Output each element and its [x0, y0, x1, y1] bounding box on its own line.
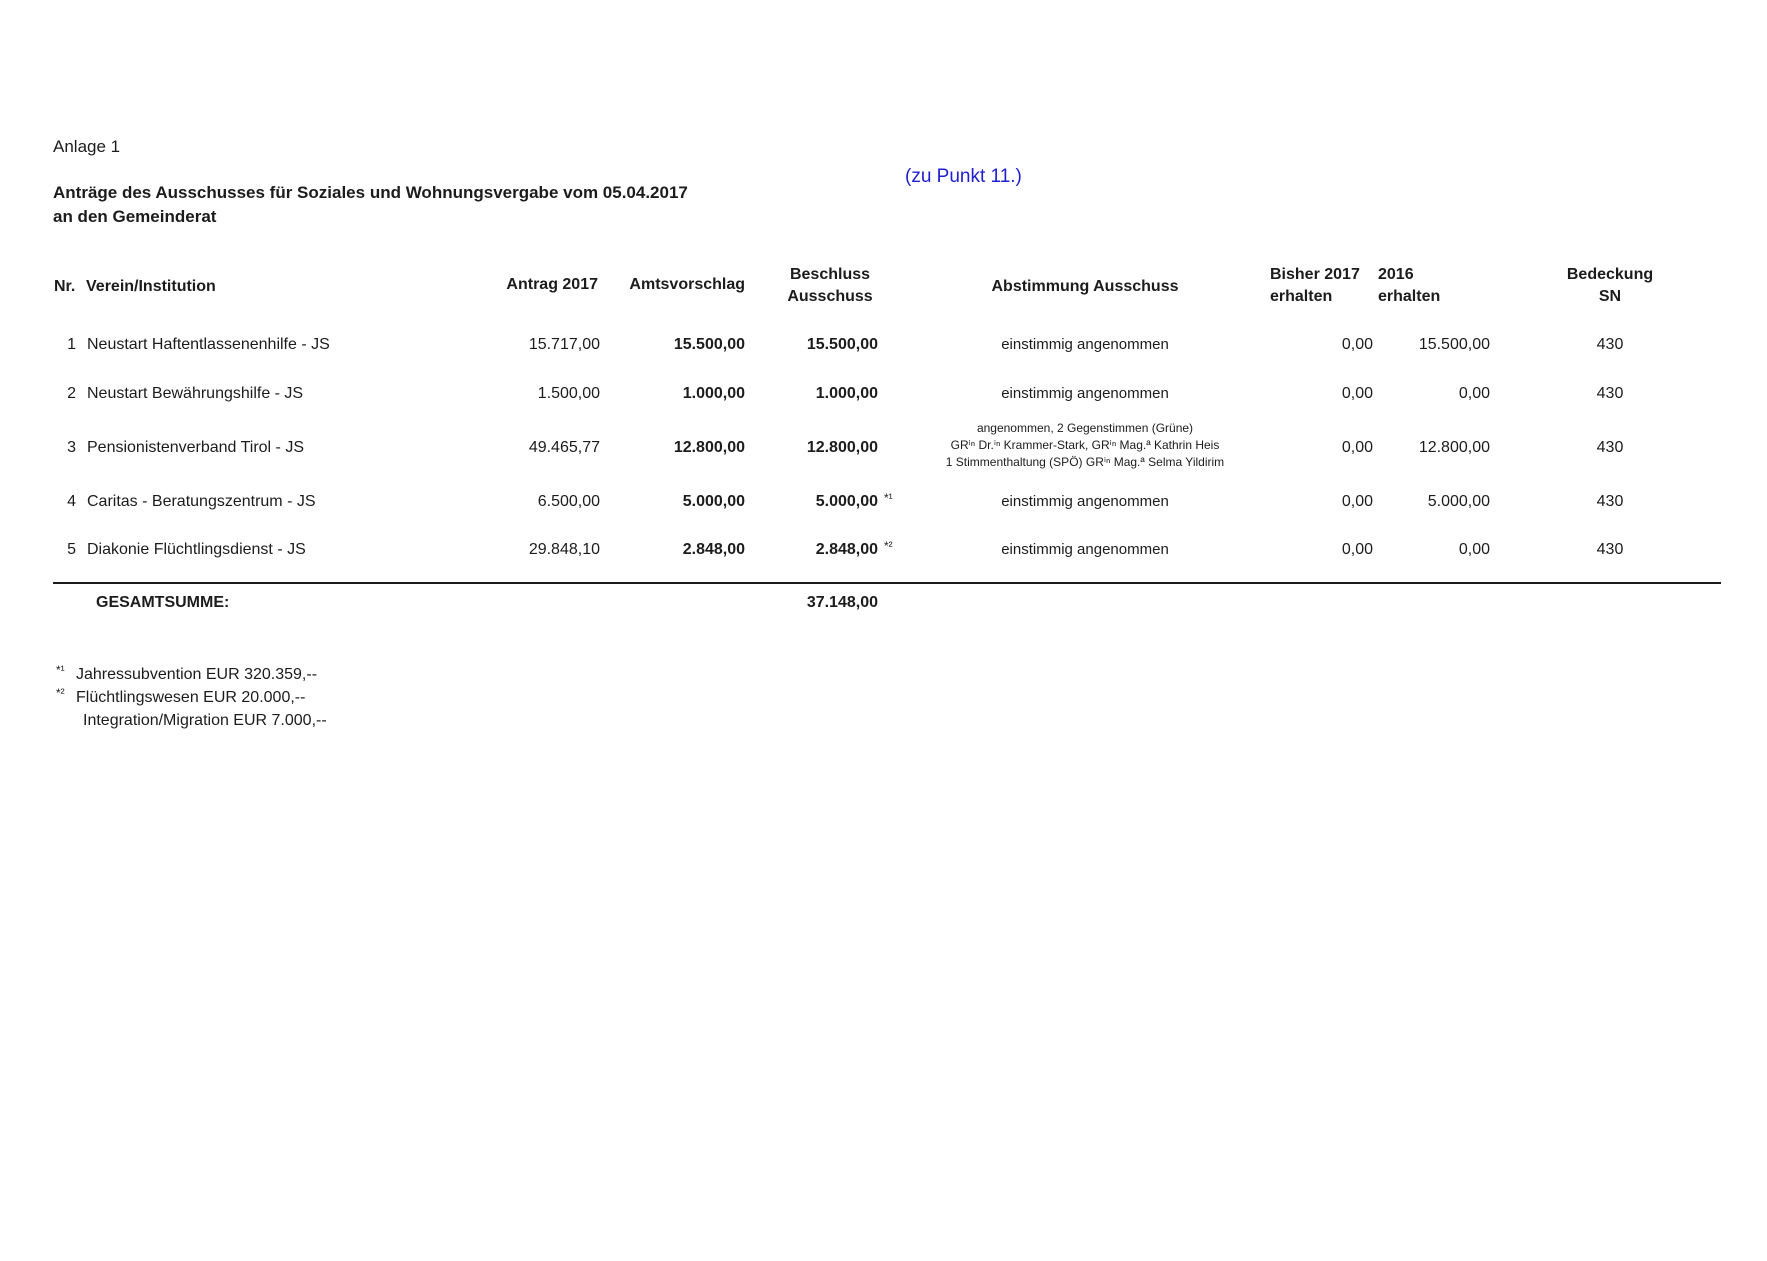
header-nr: Nr.	[54, 278, 76, 295]
row-abstimmung-detail	[900, 420, 1270, 471]
row-beschluss: 5.000,00	[815, 493, 878, 510]
row-beschluss: 12.800,00	[806, 439, 878, 456]
header-antrag: Antrag 2017	[506, 276, 598, 293]
row-antrag: 29.848,10	[528, 541, 600, 558]
header-bedeckung-line2: SN	[1598, 288, 1622, 305]
table-divider	[53, 582, 1721, 584]
header-beschluss-line2: Ausschuss	[787, 288, 873, 305]
row-bisher: 0,00	[1341, 336, 1373, 353]
row-bisher: 0,00	[1341, 493, 1373, 510]
row-amtsvorschlag: 1.000,00	[682, 385, 745, 402]
document-title: Anträge des Ausschusses für Soziales und Wohnungsvergabe vom 05.04.2017	[53, 183, 688, 202]
row-verein: Caritas - Beratungszentrum - JS	[87, 493, 316, 510]
row-antrag: 49.465,77	[528, 439, 600, 456]
footnote-2-text: Flüchtlingswesen EUR 20.000,--	[76, 689, 306, 706]
row-amtsvorschlag: 15.500,00	[673, 336, 745, 353]
header-bisher	[1270, 264, 1360, 308]
row-verein: Diakonie Flüchtlingsdienst - JS	[87, 541, 306, 558]
row-abstimmung: einstimmig angenommen	[1001, 336, 1169, 353]
annex-label: Anlage 1	[53, 137, 121, 156]
row-2016: 15.500,00	[1418, 336, 1490, 353]
footnote-2-text-continued: Integration/Migration EUR 7.000,--	[83, 712, 327, 729]
row-2016: 0,00	[1458, 385, 1490, 402]
row-abstimmung: einstimmig angenommen	[1001, 385, 1169, 402]
row-amtsvorschlag: 2.848,00	[682, 541, 745, 558]
header-beschluss	[770, 264, 890, 308]
header-abstimmung: Abstimmung Ausschuss	[991, 278, 1179, 295]
footnote-1-mark: *¹	[56, 663, 65, 677]
abstimmung-line-1: angenommen, 2 Gegenstimmen (Grüne)	[976, 421, 1194, 435]
row-bisher: 0,00	[1341, 439, 1373, 456]
header-bedeckung	[1555, 264, 1665, 308]
row-sn: 430	[1596, 385, 1624, 402]
row-antrag: 1.500,00	[537, 385, 600, 402]
row-nr: 2	[67, 385, 76, 402]
row-bisher: 0,00	[1341, 385, 1373, 402]
row-amtsvorschlag: 12.800,00	[673, 439, 745, 456]
row-abstimmung: einstimmig angenommen	[1001, 541, 1169, 558]
row-beschluss: 15.500,00	[806, 336, 878, 353]
row-2016: 5.000,00	[1427, 493, 1490, 510]
row-nr: 3	[67, 439, 76, 456]
total-label: GESAMTSUMME:	[96, 594, 230, 611]
row-verein: Neustart Bewährungshilfe - JS	[87, 385, 304, 402]
header-amtsvorschlag: Amtsvorschlag	[629, 276, 745, 293]
row-verein: Pensionistenverband Tirol - JS	[87, 439, 304, 456]
footnote-1-text: Jahressubvention EUR 320.359,--	[76, 666, 318, 683]
row-sn: 430	[1596, 493, 1624, 510]
row-antrag: 6.500,00	[537, 493, 600, 510]
abstimmung-line-3: 1 Stimmenthaltung (SPÖ) GRⁱⁿ Mag.ª Selma Yildirim	[945, 455, 1225, 469]
row-footnote-mark: *²	[884, 539, 893, 553]
row-bisher: 0,00	[1341, 541, 1373, 558]
header-bedeckung-line1: Bedeckung	[1566, 266, 1654, 283]
row-2016: 12.800,00	[1418, 439, 1490, 456]
header-2016	[1378, 264, 1440, 308]
row-antrag: 15.717,00	[528, 336, 600, 353]
agenda-reference: (zu Punkt 11.)	[905, 166, 1022, 187]
header-2016-line1: 2016	[1378, 266, 1414, 283]
row-sn: 430	[1596, 541, 1624, 558]
row-beschluss: 1.000,00	[815, 385, 878, 402]
header-beschluss-line1: Beschluss	[789, 266, 871, 283]
row-nr: 4	[67, 493, 76, 510]
row-footnote-mark: *¹	[884, 491, 893, 505]
total-value: 37.148,00	[806, 594, 878, 611]
header-2016-line2: erhalten	[1378, 288, 1441, 305]
abstimmung-line-2: GRⁱⁿ Dr.ⁱⁿ Krammer-Stark, GRⁱⁿ Mag.ª Kathrin Heis	[950, 438, 1220, 452]
document-subtitle: an den Gemeinderat	[53, 207, 217, 226]
row-verein: Neustart Haftentlassenenhilfe - JS	[87, 336, 330, 353]
row-2016: 0,00	[1458, 541, 1490, 558]
row-abstimmung: einstimmig angenommen	[1001, 493, 1169, 510]
row-sn: 430	[1596, 336, 1624, 353]
row-sn: 430	[1596, 439, 1624, 456]
row-nr: 1	[67, 336, 76, 353]
row-amtsvorschlag: 5.000,00	[682, 493, 745, 510]
row-beschluss: 2.848,00	[815, 541, 878, 558]
header-verein: Verein/Institution	[86, 278, 216, 295]
footnote-2-mark: *²	[56, 686, 65, 700]
header-bisher-line1: Bisher 2017	[1270, 266, 1360, 283]
header-bisher-line2: erhalten	[1270, 288, 1333, 305]
row-nr: 5	[67, 541, 76, 558]
